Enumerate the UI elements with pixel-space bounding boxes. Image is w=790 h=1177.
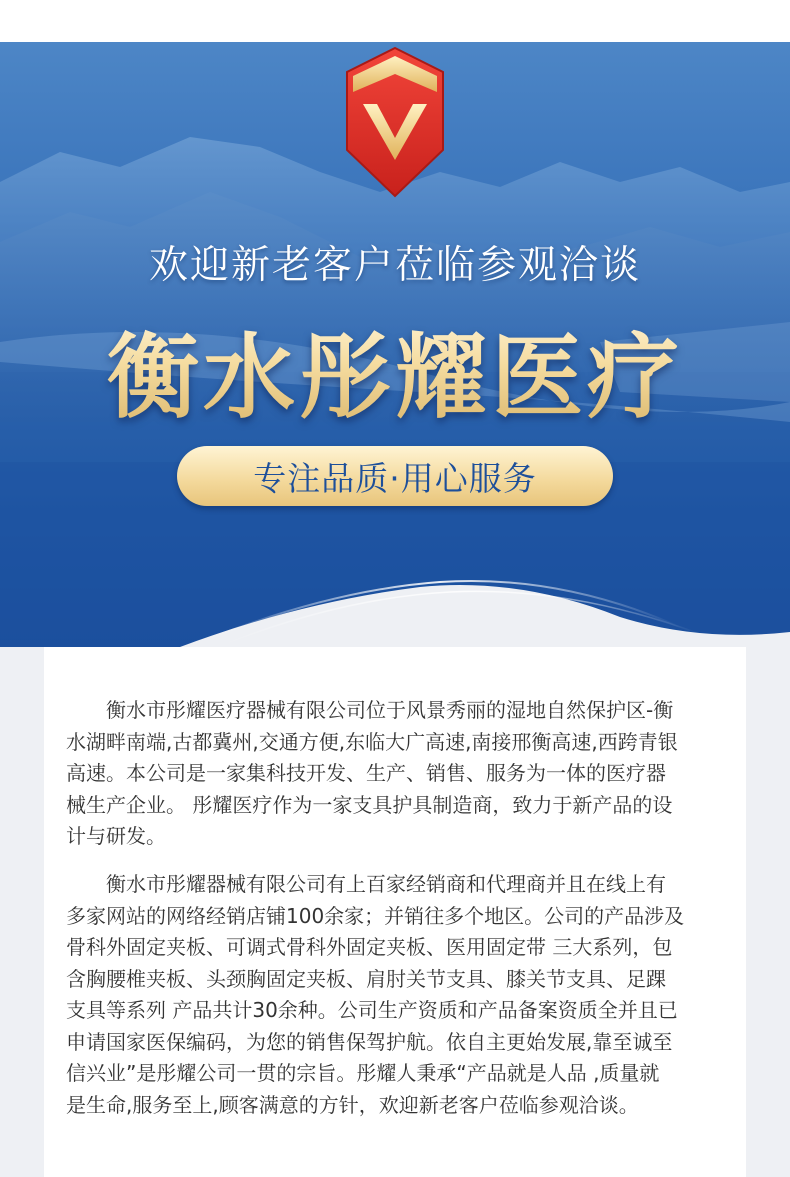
paragraph-line: 多家网站的网络经销店铺100余家；并销往多个地区。公司的产品涉及 [66,903,685,928]
paragraph-line: 高速。本公司是一家集科技开发、生产、销售、服务为一体的医疗器 [66,761,666,785]
welcome-heading: 欢迎新老客户莅临参观洽谈 [148,243,641,288]
intro-card [44,647,746,1177]
intro-paragraph-2 [66,869,724,1121]
paragraph-line: 信兴业”是彤耀公司一贯的宗旨。彤耀人秉承“产品就是人品 ,质量就 [66,1061,660,1085]
shield-v-logo-icon [335,42,455,202]
hero-banner [0,42,790,647]
intro-paragraph-1 [66,695,724,853]
top-white-strip [0,0,790,42]
brand-title: 衡水彤耀医疗 [0,304,790,436]
paragraph-line: 申请国家医保编码，为您的销售保驾护航。依自主更始发展,靠至诚至 [66,1029,673,1054]
paragraph-line: 械生产企业。 彤耀医疗作为一家支具护具制造商，致力于新产品的设 [66,792,673,817]
slogan-badge [177,446,613,506]
paragraph-line: 水湖畔南端,古都冀州,交通方便,东临大广高速,南接邢衡高速,西跨青银 [66,729,678,754]
paragraph-line: 计与研发。 [66,824,166,848]
paragraph-line: 含胸腰椎夹板、头颈胸固定夹板、肩肘关节支具、膝关节支具、足踝 [66,966,666,991]
paragraph-line: 骨科外固定夹板、可调式骨科外固定夹板、医用固定带 三大系列，包 [66,935,673,959]
paragraph-line: 衡水市彤耀医疗器械有限公司位于风景秀丽的湿地自然保护区-衡 [106,698,674,722]
paragraph-line: 衡水市彤耀器械有限公司有上百家经销商和代理商并且在线上有 [106,872,666,896]
paragraph-line: 支具等系列 产品共计30余种。公司生产资质和产品备案资质全并且已 [66,998,678,1022]
slogan-text: 专注品质·用心服务 [253,458,537,498]
paragraph-line: 是生命,服务至上,顾客满意的方针，欢迎新老客户莅临参观洽谈。 [66,1092,639,1117]
